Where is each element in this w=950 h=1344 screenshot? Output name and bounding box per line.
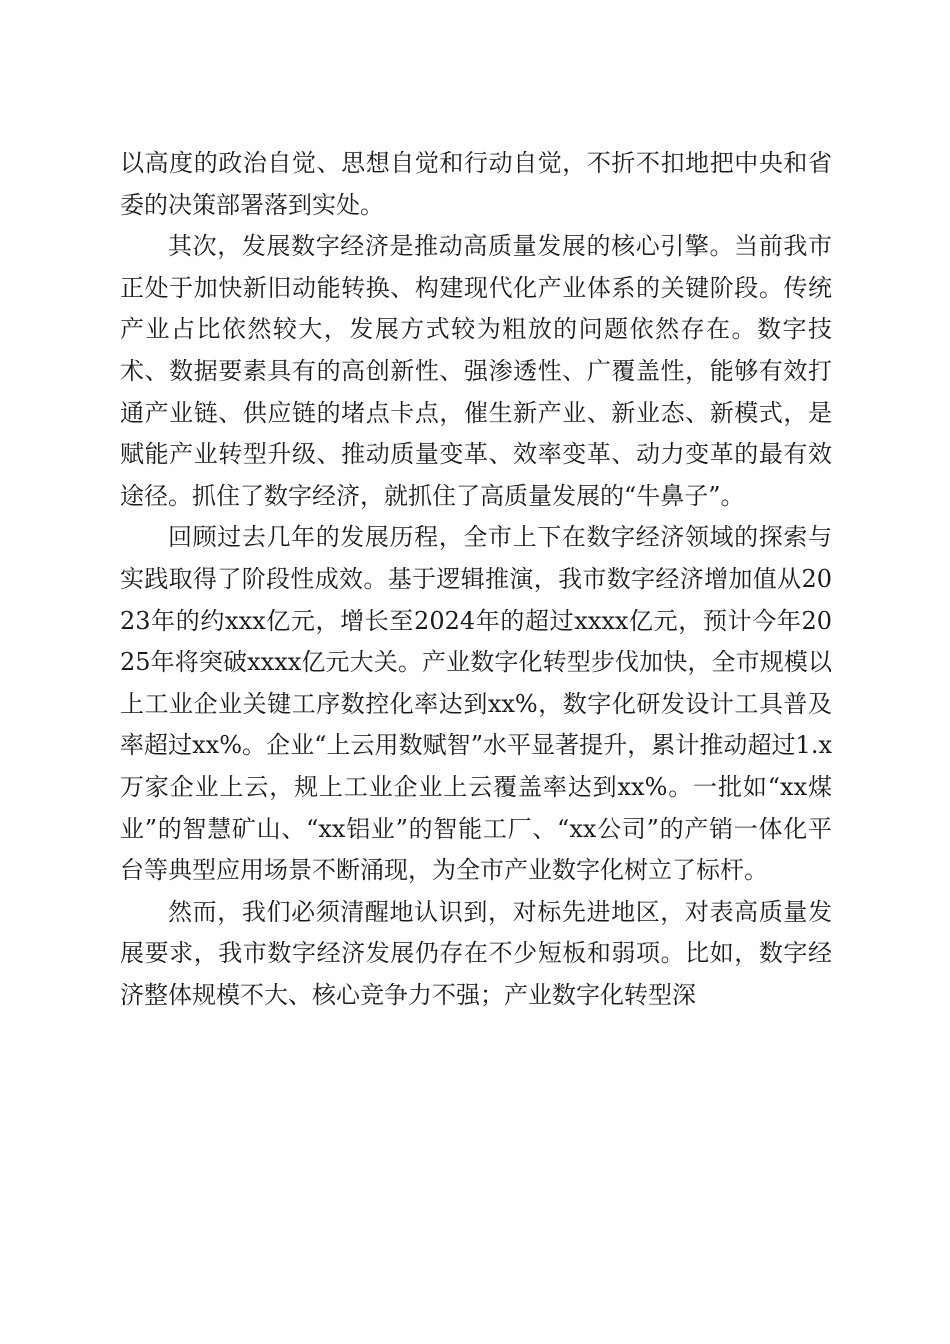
paragraph-shortcomings: 然而，我们必须清醒地认识到，对标先进地区，对表高质量发展要求，我市数字经济发展仍存在不少短板和弱项。比如，数字经济整体规模不大、核心竞争力不强；产业数字化转型深 xyxy=(120,897,832,1009)
paragraph-digital-economy-engine: 其次，发展数字经济是推动高质量发展的核心引擎。当前我市正处于加快新旧动能转换、构建现代化产业体系的关键阶段。传统产业占比依然较大，发展方式较为粗放的问题依然存在。数字技术、数据要素具有的高创新性、强渗透性、广覆盖性，能够有效打通产业链、供应链的堵点卡点，催生新产业、新业态、新模式，是赋能产业转型升级、推动质量变革、效率变革、动力变革的最有效途径。抓住了数字经济，就抓住了高质量发展的“牛鼻子”。 xyxy=(120,232,832,510)
document-body xyxy=(120,143,832,1016)
paragraph-development-review: 回顾过去几年的发展历程，全市上下在数字经济领域的探索与实践取得了阶段性成效。基于逻辑推演，我市数字经济增加值从2023年的约xxx亿元，增长至2024年的超过xxxx亿元，预计今年2025年将突破xxxx亿元大关。产业数字化转型步伐加快，全市规模以上工业企业关键工序数控化率达到xx%，数字化研发设计工具普及率超过xx%。企业“上云用数赋智”水平显著提升，累计推动超过1.x万家企业上云，规上工业企业上云覆盖率达到xx%。一批如“xx煤业”的智慧矿山、“xx铝业”的智能工厂、“xx公司”的产销一体化平台等典型应用场景不断涌现，为全市产业数字化树立了标杆。 xyxy=(120,523,832,885)
paragraph-continuation: 以高度的政治自觉、思想自觉和行动自觉，不折不扣地把中央和省委的决策部署落到实处。 xyxy=(120,149,832,219)
